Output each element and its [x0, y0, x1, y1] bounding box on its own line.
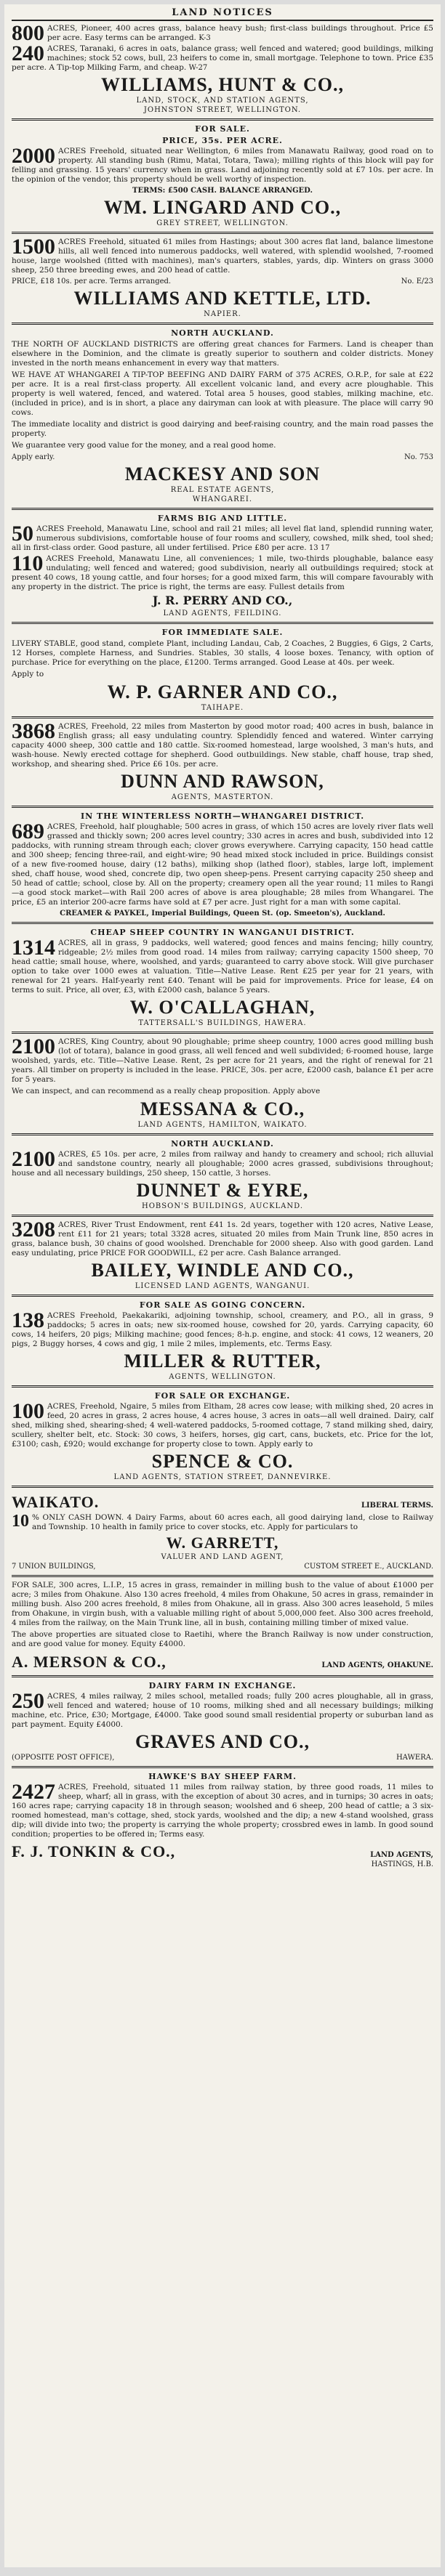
address-right: CUSTOM STREET E., AUCKLAND. — [304, 1563, 433, 1571]
listing-2100-acres-north-auckland — [12, 1147, 433, 1178]
divider — [12, 1215, 433, 1217]
acreage-number: 138 — [12, 1308, 44, 1332]
agent-name: GRAVES AND CO., — [135, 1731, 310, 1752]
agent-name: MESSANA & CO., — [140, 1098, 305, 1119]
agent-name: SPENCE & CO. — [151, 1451, 294, 1472]
acreage-number: 50 — [12, 522, 33, 546]
acreage-number: 2100 — [12, 1147, 55, 1171]
paragraph: We can inspect, and can recommend as a really cheap proposition. Apply above — [12, 1087, 321, 1095]
paragraph: The above properties are situated close to Raetihi, where the Branch Railway is now under construction, and are good value for money. Equity £4000. — [12, 1630, 433, 1648]
agent-address: LAND AGENTS, HAMILTON, WAIKATO. — [137, 1121, 308, 1129]
listing-text: ACRES, Taranaki, 6 acres in oats, balance grass; well fenced and watered; good buildings, milking machines; stock 52 cows, bull, 23 heifers to come in, small mortgage. Telephone to town. Price £35 per acre. A Tip-top Milking Farm, and cheap. — [12, 44, 433, 72]
agent-name: F. J. TONKIN & CO., — [12, 1842, 176, 1860]
apply-text: Apply early. — [12, 453, 55, 461]
divider — [12, 716, 433, 718]
listing-100-acres — [12, 1399, 433, 1449]
agent-address: TAIHAPE. — [201, 704, 244, 712]
agent-subtitle — [370, 1850, 433, 1869]
listing-text: ACRES Freehold, Paekakariki, adjoining township, school, creamery, and P.O., all in grass, 9 paddocks; 5 acres in oats; new six-roomed house, cowshed for 20, yards. Carrying capacity, 60 cows, 14 heifers, 20 pigs; Milking machine; good fences; 8-h.p. engine, and stock: 41 cows, 12 weaners, 20 pigs, 2 Buggy horses, 4 cows and gig, 1 mile 2 miles, implements, etc. Terms Easy. — [12, 1311, 433, 1348]
divider — [12, 323, 433, 325]
address-left: (OPPOSITE POST OFFICE), — [12, 1754, 115, 1762]
agent-name: WILLIAMS, HUNT & CO., — [100, 74, 344, 95]
divider — [12, 806, 433, 808]
section-header: LAND NOTICES — [12, 7, 433, 21]
agent-address: LAND AGENTS, FEILDING. — [163, 609, 282, 617]
section-heading: CHEAP SHEEP COUNTRY IN WANGANUI DISTRICT. — [90, 928, 355, 937]
acreage-number: 250 — [12, 1689, 44, 1713]
agent-name: J. R. PERRY AND CO., — [152, 594, 293, 607]
agent-address-row — [12, 1753, 433, 1762]
agent-address: HOBSON'S BUILDINGS, AUCKLAND. — [142, 1202, 303, 1210]
listing-138-acres — [12, 1308, 433, 1349]
ref-number: K-3 — [199, 34, 211, 42]
paragraph: The immediate locality and district is good dairying and beef-raising country, and the main road passes the property. — [12, 420, 433, 438]
listing-text: ACRES, Pioneer, 400 acres grass, balance heavy bush; first-class buildings throughout. Price £5 per acre. Easy terms can be arranged. — [47, 24, 433, 42]
region-name: WAIKATO. — [12, 1493, 100, 1511]
agent-row — [12, 1841, 433, 1869]
section-heading: FARMS BIG AND LITTLE. — [157, 514, 288, 523]
section-heading: NORTH AUCKLAND. — [171, 328, 274, 338]
ref-number: 13 17 — [308, 544, 330, 552]
divider — [12, 1575, 433, 1577]
section-heading: IN THE WINTERLESS NORTH—WHANGAREI DISTRICT. — [80, 811, 365, 821]
listing-1314-acres — [12, 936, 433, 995]
agent-name: MILLER & RUTTER, — [124, 1350, 321, 1372]
paragraph: WE HAVE AT WHANGAREI A TIP-TOP BEEFING AND DAIRY FARM of 375 ACRES, O.R.P., for sale at £22 per acre. It is a real first-class property. All excellent volcanic land, and every acre ploughable. This property is well watered, fenced, and watered. Total area 5 houses, good stables, milking machine, etc. (included in price), and is in short, a place any dairyman can look at with pleasure. The place will carry 90 cows. — [12, 370, 433, 417]
divider — [12, 622, 433, 624]
listing-2100-acres-king-country — [12, 1034, 433, 1085]
agent-name: W. GARRETT, — [166, 1534, 279, 1552]
land-notices-column — [4, 4, 441, 1869]
divider — [12, 232, 433, 234]
listing-50-acres — [12, 524, 433, 553]
divider — [12, 1032, 433, 1034]
apply-row — [12, 453, 433, 462]
agent-address: LAND AGENTS, OHAKUNE. — [321, 1661, 433, 1669]
section-heading: FOR IMMEDIATE SALE. — [161, 628, 284, 637]
listing-text: ACRES, Freehold, Ngaire, 5 miles from Eltham, 28 acres cow lease; with milking shed, 20 acres in feed, 20 acres in grass, 2 acres house, 4 acres house, 3 acres in oats—all well drained. Dairy, calf shed, milking shed, shearing-shed; 4 well-watered paddocks, 5-roomed cottage, 7 stand milking shed, dairy, scullery, shelter belt, etc. Stock: 30 cows, 3 heifers, horses, gig cart, cans, buckets, etc. Price for the lot, £3100; cash, £920; would exchange for property close to town. Apply early to — [12, 1402, 433, 1449]
agent-address: GREY STREET, WELLINGTON. — [156, 219, 289, 227]
listing-text: ACRES, Freehold, 22 miles from Masterton by good motor road; 400 acres in bush, balance in English grass; all easy undulating country. Splendidly fenced and watered. Winter carrying capacity 4000 sheep, 300 cattle and 180 cattle. Six-roomed homestead, large woolshed, 3 man's huts, and wash-house. Newly erected cottage for shepherd. Good outbuildings. New stable, chaff house, trap shed, workshop, and shearing shed. Price £6 10s. per acre. — [12, 722, 433, 769]
divider — [12, 1675, 433, 1677]
listing-text: ACRES Freehold, Manawatu Line, all conveniences; 1 mile, two-thirds ploughable, balance easy undulating; well fenced and watered; good subdivision, nearly all outbuildings required; stock at present 40 cows, 18 young cattle, and four horses; for a good mixed farm, this will compare favourably with any property in the district. The price is right, the terms are easy. Fullest details from — [12, 554, 433, 591]
listing-689-acres — [12, 819, 433, 907]
divider — [12, 1766, 433, 1768]
section-heading: FOR SALE. — [195, 124, 250, 134]
listing-3868-acres — [12, 719, 433, 769]
listing-text: % ONLY CASH DOWN. 4 Dairy Farms, about 60 acres each, all good dairying land, close to Railway and Township. 10 health in family price to cover stocks, etc. Apply for particulars to — [32, 1513, 433, 1531]
acreage-number: 3868 — [12, 719, 55, 743]
section-heading: FOR SALE AS GOING CONCERN. — [139, 1300, 306, 1310]
agent-address: HASTINGS, H.B. — [371, 1860, 433, 1868]
agent-address: LICENSED LAND AGENTS, WANGANUI. — [135, 1282, 310, 1290]
paragraph: LIVERY STABLE, good stand, complete Plant, including Landau, Cab, 2 Coaches, 2 Buggies, 6 Gigs, 2 Carts, 12 Horses, complete Harness, and Sundries. Stables, 30 stalls, 4 loose boxes. Tenancy, with option of purchase. Price for everything on the place, £1200. Terms arranged. Good Lease at 40s. per week. — [12, 639, 433, 667]
apply-text: Apply to — [12, 670, 44, 679]
listing-text: ACRES Freehold, Manawatu Line, school and rail 21 miles; all level flat land, splendid running water, numerous subdivisions, comfortable house of four rooms and scullery, cowshed, milk shed, tool shed; all in first-class order. Good pasture, all under fertilised. Price £80 per acre. — [12, 524, 433, 552]
percent-number: 10 — [12, 1512, 29, 1531]
agent-address: LAND AGENTS, STATION STREET, DANNEVIRKE. — [113, 1473, 332, 1481]
section-heading: DAIRY FARM IN EXCHANGE. — [148, 1681, 297, 1690]
price-line: PRICE, 35s. PER ACRE. — [162, 136, 283, 145]
ref-number: No. E/23 — [401, 278, 433, 285]
agent-name: MACKESY AND SON — [124, 463, 321, 485]
section-heading: HAWKE'S BAY SHEEP FARM. — [148, 1772, 297, 1781]
listing-text: ACRES, all in grass, 9 paddocks, well watered; good fences and mains fencing; hilly country, ridgeable; 2½ miles from good road. 14 miles from railway; carrying capacity 1500 sheep, 70 head cattle; small house, where, woolshed, and yards; guaranteed to carry above stock. Will give purchaser option to take over 1000 ewes at valuation. Title—Native Lease. Rent £25 per year for 21 years, with renewal for 21 years. Half-yearly rent £40. Tenant will be paid for improvements. Price for lease, £4 on terms to suit. Price, all over, £3, with £2000 cash, balance 5 years. — [12, 939, 433, 995]
listing-240-acres — [12, 41, 433, 73]
terms-label: LIBERAL TERMS. — [361, 1502, 433, 1510]
listing-text: ACRES Freehold, situated 61 miles from Hastings; about 300 acres flat land, balance limestone hills, all well fenced into numerous paddocks, well watered, with splendid woolshed, 7-roomed house, large woolshed (fitted with machines), man's quarters, stables, yards, dip. Winters on grass 3000 sheep, 250 three breeding ewes, and 200 head of cattle. — [12, 238, 433, 275]
listing-3208-acres — [12, 1220, 433, 1258]
agent-address-row — [12, 1562, 433, 1571]
agent-name: A. MERSON & CO., — [12, 1653, 167, 1671]
paragraph: FOR SALE, 300 acres, L.I.P., 15 acres in grass, remainder in milling bush to the value of about £1000 per acre; 3 miles from Ohakune. Also 130 acres freehold, 4 miles from Ohakune, 50 acres in grass, remainder in milling bush. Also 200 acres freehold, 8 miles from Ohakune, all in grass. Also 300 acres leasehold, 5 miles from Ohakune, in virgin bush, with a valuable milling right of about 5,000,000 feet. Also 300 acres freehold, 4 miles from the railway, on the Main Trunk line, all in bush, containing milling timber of mixed value. — [12, 1581, 433, 1627]
listing-2427-acres — [12, 1780, 433, 1839]
agent-subtitle: LAND, STOCK, AND STATION AGENTS, — [136, 97, 309, 105]
listing-1500-acres — [12, 235, 433, 275]
terms-line: TERMS: £500 CASH. BALANCE ARRANGED. — [132, 187, 313, 195]
agent-role: LAND AGENTS, — [370, 1851, 433, 1859]
acreage-number: 689 — [12, 819, 44, 843]
price-row — [12, 277, 433, 286]
listing-text: ACRES, Freehold, situated 11 miles from railway station, by three good roads, 11 miles to sheep, wharf; all in grass, with the exception of about 30 acres, and in turnips; 30 acres in oats; 160 acres rape; carrying capacity 18 in through season; woolshed and 6 sheep, 200 head of cattle; a 3 six-roomed homestead, man's cottage, shed, stock yards, woolshed and the dip; a new 4-stand woolshed, grass dip; will divide into two; the property is carrying the whole property; crossbred ewes in lamb. In good sound condition; properties to be offered in; Terms easy. — [12, 1783, 433, 1839]
paragraph: We guarantee very good value for the money, and a real good home. — [12, 441, 276, 450]
agent-subtitle: VALUER AND LAND AGENT, — [161, 1553, 284, 1561]
newspaper-page — [4, 4, 441, 2567]
agent-address: JOHNSTON STREET, WELLINGTON. — [143, 106, 302, 114]
listing-250-acres — [12, 1689, 433, 1730]
agent-name: BAILEY, WINDLE AND CO., — [91, 1260, 354, 1281]
acreage-number: 1314 — [12, 936, 55, 960]
waikato-header-row — [12, 1491, 433, 1512]
agent-address: NAPIER. — [204, 310, 241, 318]
agent-address: AGENTS, MASTERTON. — [171, 793, 274, 801]
address-left: 7 UNION BUILDINGS, — [12, 1563, 96, 1571]
acreage-number: 2427 — [12, 1780, 55, 1804]
divider — [12, 118, 433, 121]
agent-address: AGENTS, WELLINGTON. — [169, 1373, 276, 1381]
acreage-number: 1500 — [12, 235, 55, 259]
divider — [12, 1385, 433, 1388]
acreage-number: 2100 — [12, 1034, 55, 1058]
agent-address: TATTERSALL'S BUILDINGS, HAWERA. — [138, 1019, 307, 1027]
acreage-number: 3208 — [12, 1218, 55, 1242]
price-text: PRICE, £18 10s. per acre. Terms arranged. — [12, 278, 172, 285]
agent-name: W. O'CALLAGHAN, — [129, 997, 316, 1018]
acreage-number: 2000 — [12, 144, 55, 168]
agent-name: WM. LINGARD AND CO., — [103, 197, 342, 218]
listing-waikato — [12, 1513, 433, 1532]
agent-name: W. P. GARNER AND CO., — [107, 681, 338, 702]
listing-800-acres — [12, 21, 433, 45]
address-right: HAWERA. — [396, 1754, 433, 1762]
divider — [12, 1295, 433, 1297]
agent-name: DUNNET & EYRE, — [136, 1180, 309, 1201]
section-heading: FOR SALE OR EXCHANGE. — [154, 1391, 291, 1401]
agent-name: CREAMER & PAYKEL, Imperial Buildings, Queen St. (op. Smeeton's), Auckland. — [60, 910, 385, 918]
acreage-number: 100 — [12, 1399, 44, 1423]
listing-text: ACRES, Freehold, half ploughable; 500 acres in grass, of which 150 acres are lovely river flats well grassed and thickly sown; 200 acres level country; 330 acres in acres and bush, subdivided into 12 paddocks, with running stream through each; clover grows everywhere. Carrying capacity, 150 head cattle and 300 sheep; fencing three-rail, and eight-wire; 90 head mixed stock included in price. Buildings consist of a new five-roomed house, dairy (12 baths), milking shop (lathed floor), stables, large loft, implement shed, chaff house, wood shed, concrete dip, two open sheep-pens. Present carrying capacity 250 sheep and 50 head of cattle; school, close by. All on the property; creamery open all the year round; 11 miles to Rangi—a good stock market—with Rail 200 acres of above is area ploughable; 28 miles from Whangarei. The price, £5 an interior 200-acre farms have sold at £7 per acre. Just right for a man with some capital. — [12, 822, 433, 907]
listing-110-acres — [12, 551, 433, 592]
listing-2000-acres — [12, 144, 433, 185]
ref-number: W-27 — [188, 64, 208, 72]
acreage-number: 110 — [12, 551, 44, 575]
listing-text: ACRES, River Trust Endowment, rent £41 1s. 2d years, together with 120 acres, Native Lease, rent £11 for 21 years; total 3328 acres, situated 20 miles from Main Trunk line, 850 acres in grass, balance bush, 30 chains of good woolshed. Drenchable for 2000 sheep. Also with good garden. Land easy undulating, price PRICE FOR GOODWILL, £2 per acre. Cash Balance arranged. — [12, 1220, 433, 1257]
section-heading: NORTH AUCKLAND. — [171, 1139, 274, 1149]
agent-address: WHANGAREI. — [192, 495, 253, 503]
listing-text: ACRES, £5 10s. per acre, 2 miles from railway and handy to creamery and school; rich alluvial and sandstone country, nearly all ploughable; 2000 acres grassed, subdivisions throughout; house and all necessary buildings, 250 sheep, 150 cattle, 3 horses. — [12, 1150, 433, 1178]
agent-subtitle: REAL ESTATE AGENTS, — [170, 486, 275, 494]
listing-text: ACRES Freehold, situated near Wellington, 6 miles from Manawatu Railway, good road on to property. All standing bush (Rimu, Matai, Totara, Tawa); milling rights of this block will pay for felling and grassing. 15 years' currency when in grass. Land adjoining recently sold at £7 10s. per acre. In the opinion of the vendor, this property should be well worthy of inspection. — [12, 147, 433, 184]
acreage-number: 240 — [12, 41, 44, 65]
agent-name: WILLIAMS AND KETTLE, LTD. — [73, 288, 372, 309]
paragraph: THE NORTH OF AUCKLAND DISTRICTS are offering great chances for Farmers. Land is cheaper than elsewhere in the Dominion, and the climate is greatly superior to southern and colder districts. Money invested in the north means enhancement in every way that matters. — [12, 340, 433, 368]
agent-name: DUNN AND RAWSON, — [121, 771, 324, 792]
listing-text: ACRES, 4 miles railway, 2 miles school, metalled roads; fully 200 acres ploughable, all in grass, well fenced and watered; house of 10 rooms, milking shed and all necessary buildings; milking machine, etc. Price, £30; Mortgage, £4000. Take good sound small residential property or suburban land as part payment. Equity £4000. — [12, 1692, 433, 1729]
divider — [12, 1486, 433, 1488]
divider — [12, 508, 433, 510]
acreage-number: 800 — [12, 21, 44, 45]
listing-text: ACRES, King Country, about 90 ploughable; prime sheep country, 1000 acres good milling bush (lot of totara), balance in good grass, all well fenced and well subdivided; 6-roomed house, large woolshed, yards, etc. Title—Native Lease. Rent, 2s per acre for 21 years, and the right of renewal for 21 years. All timber on property is included in the lease. PRICE, 30s. per acre, £2000 cash, balance £1 per acre for 5 years. — [12, 1037, 433, 1084]
divider — [12, 922, 433, 924]
divider — [12, 1133, 433, 1135]
ref-number: No. 753 — [404, 453, 433, 461]
agent-row — [12, 1651, 433, 1672]
